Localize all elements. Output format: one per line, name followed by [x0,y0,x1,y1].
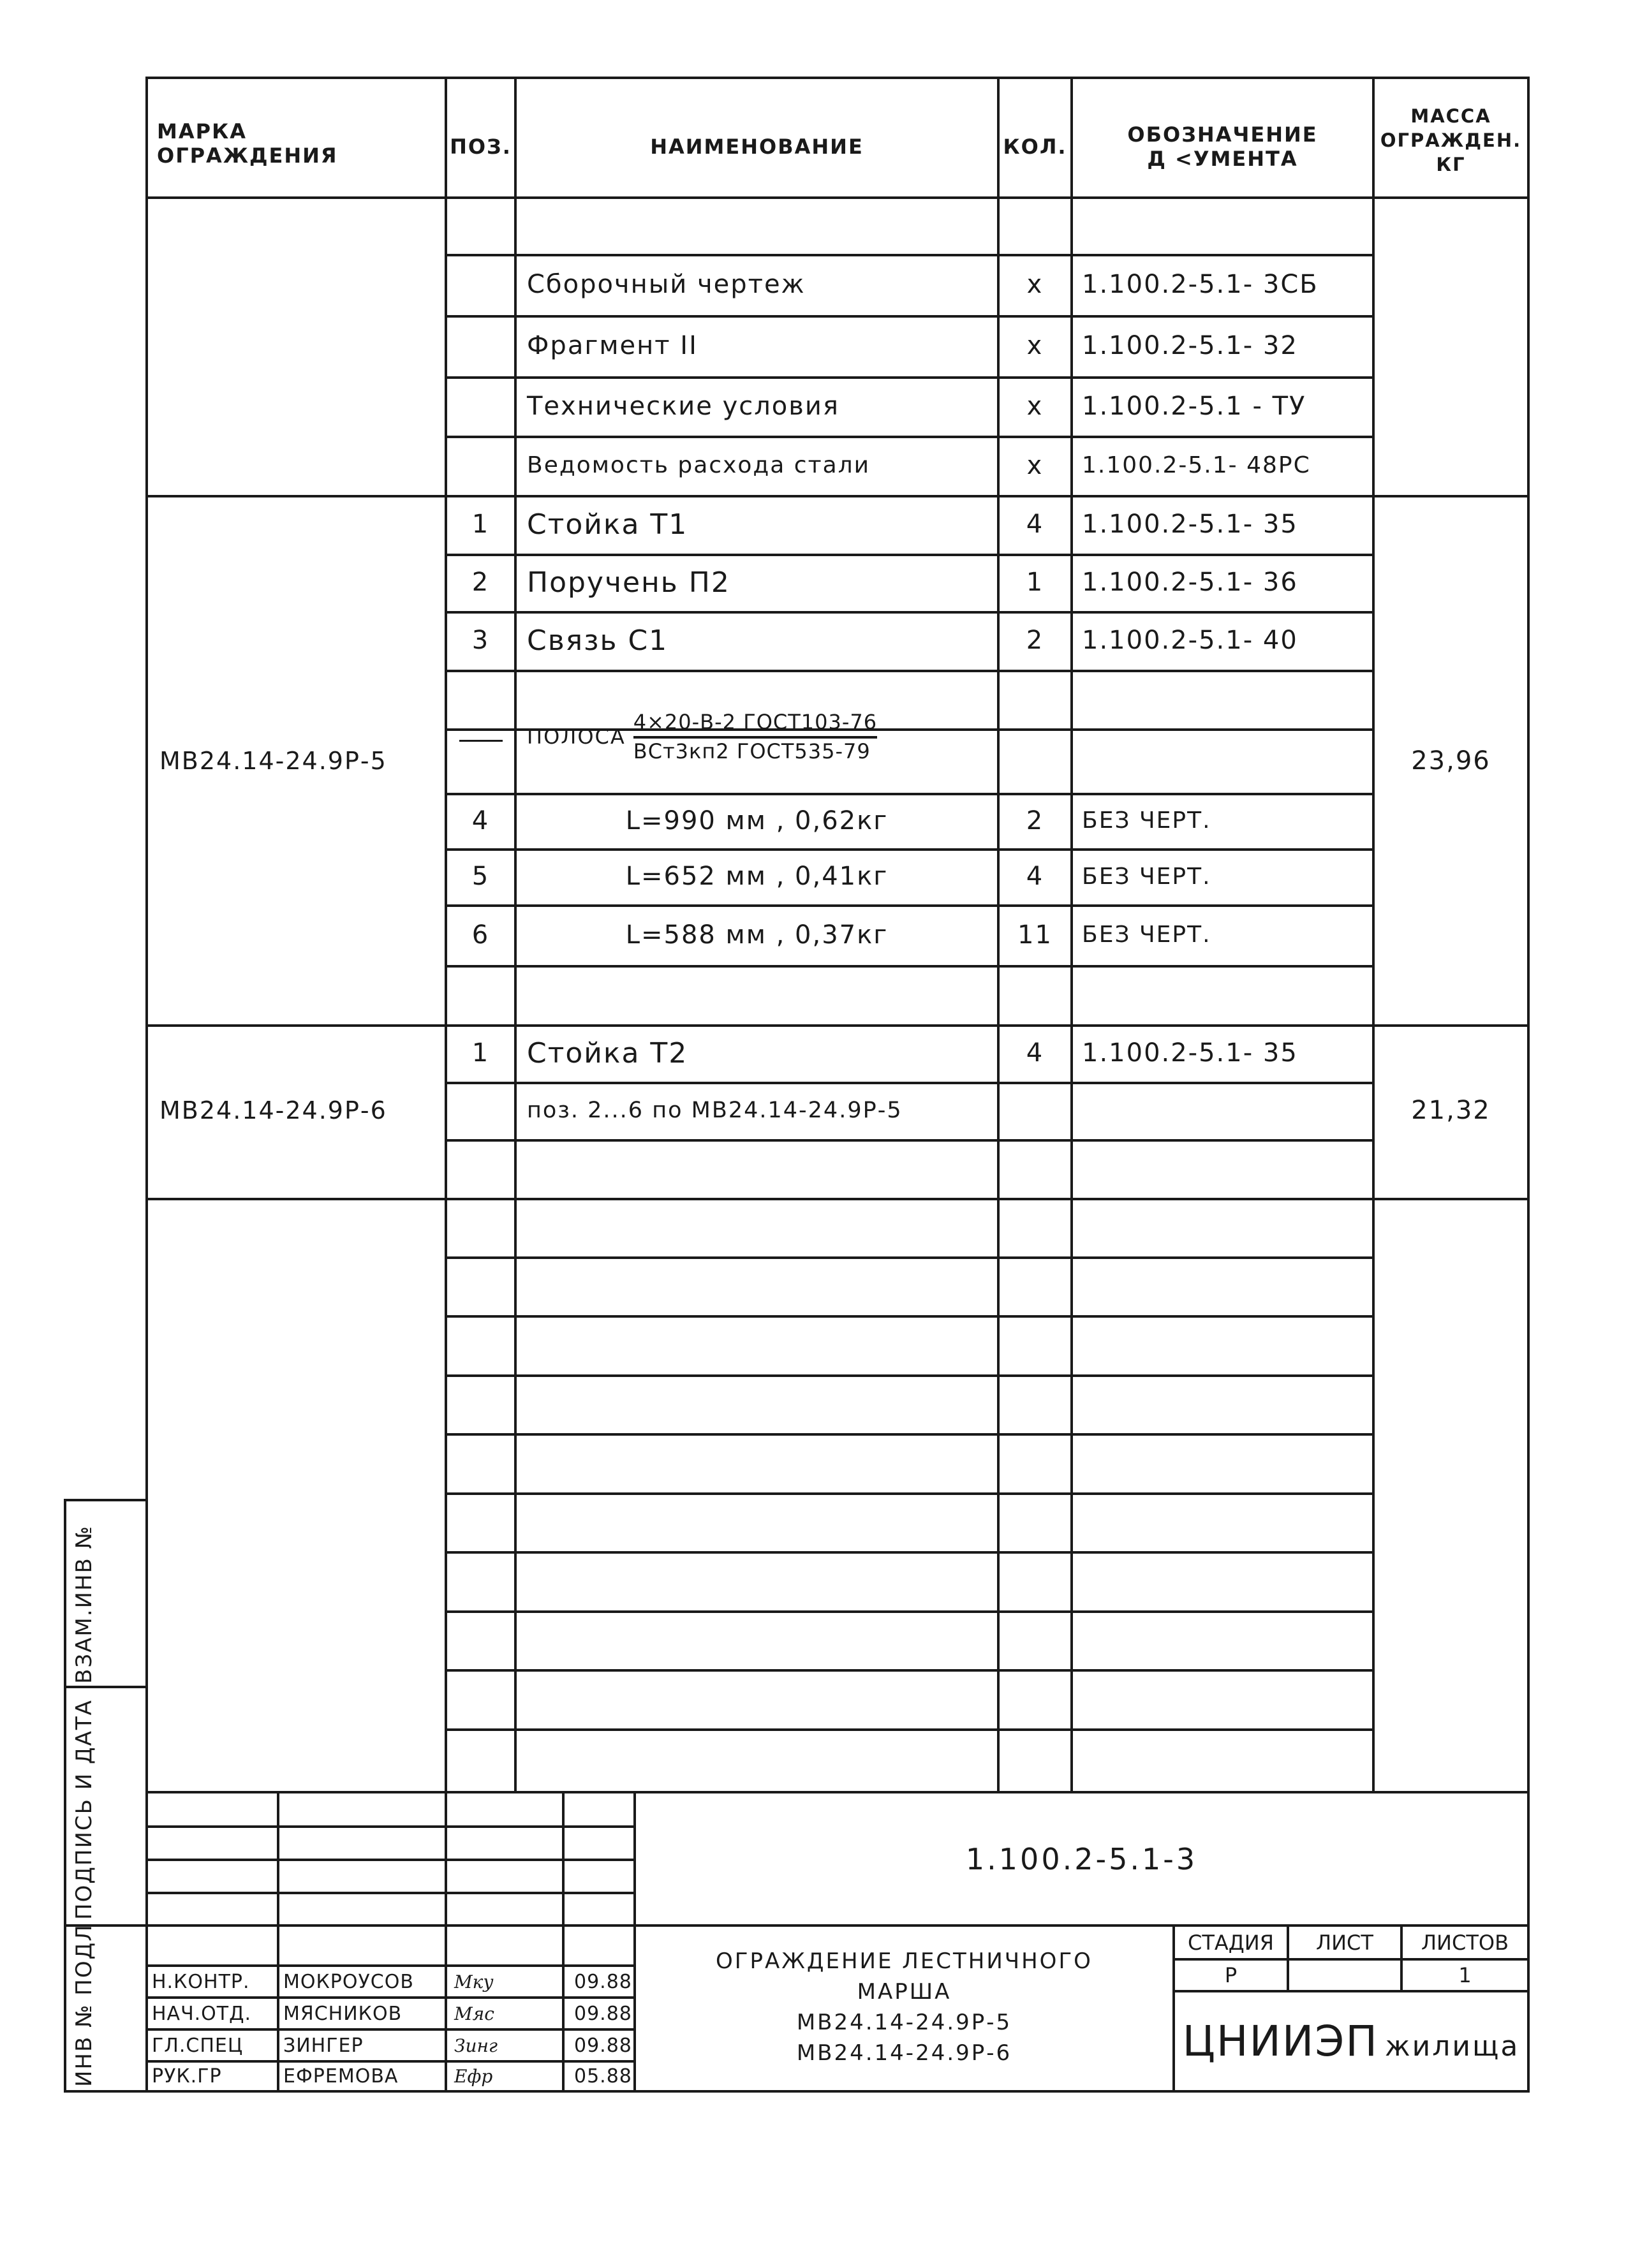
org-main: ЦНИИЭП [1182,2017,1378,2066]
row-pos: 5 [471,862,490,891]
row-name: L=588 мм , 0,37кг [625,920,889,950]
group1-mass: 23,96 [1411,746,1491,776]
strip-fraction [633,709,877,764]
header-doc-line1: ОБОЗНАЧЕНИЕ [1127,122,1318,147]
row-qty: 4 [1026,510,1044,539]
title-line2: МАРША [857,1979,952,2005]
row-pos: 2 [471,568,490,597]
staff-date: 09.88 [574,2034,632,2057]
staff-signature: Ефр [454,2066,493,2087]
staff-role: ГЛ.СПЕЦ [152,2034,244,2057]
staff-role: НАЧ.ОТД. [152,2002,252,2025]
row-doc: БЕЗ ЧЕРТ. [1082,863,1211,890]
sheets-label: ЛИСТОВ [1421,1930,1509,1955]
strip-denominator: ВСт3кп2 ГОСТ535-79 [633,739,871,763]
row-qty: 11 [1017,920,1053,950]
side-label-podpis: ПОДПИСЬ И ДАТА [71,1699,97,1920]
row-pos: 1 [471,1038,490,1068]
sheet-label: ЛИСТ [1316,1930,1373,1955]
row-pos: 3 [471,626,490,655]
row-name: L=652 мм , 0,41кг [625,862,889,891]
row-name: Поручень П2 [527,566,730,599]
row-pos [447,1082,514,1139]
sheets-value: 1 [1458,1963,1472,1987]
staff-date: 09.88 [574,1970,632,1993]
staff-name: ЕФРЕМОВА [283,2065,399,2088]
sheet-value [1289,1961,1400,1990]
row-doc: 1.100.2-5.1- 32 [1082,331,1298,360]
row-doc: БЕЗ ЧЕРТ. [1082,922,1211,948]
row-name: Фрагмент II [527,331,698,360]
header-mark [157,108,425,179]
row-name: поз. 2...6 по МВ24.14-24.9Р-5 [527,1098,903,1123]
row-qty: 1 [1026,568,1044,597]
header-mass-line2: ОГРАЖДЕН. [1380,129,1522,151]
header-doc [1073,112,1372,182]
row-doc: 1.100.2-5.1 - ТУ [1082,391,1306,421]
group2-mass: 21,32 [1411,1096,1491,1125]
row-qty: x [1026,450,1044,480]
row-name: L=990 мм , 0,62кг [625,806,889,836]
staff-role: РУК.ГР [152,2065,222,2088]
side-label-inv: ИНВ № ПОДЛ [71,1924,97,2087]
staff-signature: Мяс [454,2003,494,2024]
group1-mark: МВ24.14-24.9Р-5 [159,746,387,775]
group2-mark: МВ24.14-24.9Р-6 [159,1096,387,1124]
drawing-title [636,1927,1172,2087]
staff-role: Н.КОНТР. [152,1970,250,1993]
organization [1175,1992,1527,2090]
row-qty: 4 [1026,1038,1044,1068]
staff-date: 09.88 [574,2002,632,2025]
stage-label: СТАДИЯ [1188,1930,1274,1955]
title-line4: МВ24.14-24.9Р-6 [796,2040,1012,2066]
strip-numerator: 4×20-В-2 ГОСТ103-76 [633,709,877,739]
row-doc [1082,1082,1369,1139]
row-doc: 1.100.2-5.1- 35 [1082,510,1298,539]
header-qty: КОЛ. [1003,135,1067,159]
staff-name: ЗИНГЕР [283,2034,364,2057]
staff-signature: Мку [454,1971,494,1992]
staff-name: МЯСНИКОВ [283,2002,403,2025]
staff-signature: Зинг [454,2035,498,2056]
row-name: Связь С1 [527,624,669,657]
row-name: Ведомость расхода стали [527,452,871,478]
header-mass-line3: КГ [1436,154,1466,175]
row-doc: 1.100.2-5.1- 48РС [1082,452,1311,478]
strip-label: ПОЛОСА [527,725,626,749]
row-doc: 1.100.2-5.1- 36 [1082,568,1298,597]
row-qty [1000,1082,1070,1139]
doc-code: 1.100.2-5.1-3 [965,1841,1198,1876]
row-doc: БЕЗ ЧЕРТ. [1082,807,1211,834]
row-name: Сборочный чертеж [527,270,806,299]
title-line1: ОГРАЖДЕНИЕ ЛЕСТНИЧНОГО [716,1948,1093,1974]
strip-pos-dash [459,740,503,742]
header-mass-line1: МАССА [1410,105,1491,127]
row-doc: 1.100.2-5.1- 3СБ [1082,270,1319,299]
header-pos: ПОЗ. [450,135,512,159]
header-doc-line2: Д <УМЕНТА [1147,147,1298,171]
strip-material [527,695,996,778]
row-pos: 4 [471,806,490,836]
header-mark-line2: ОГРАЖДЕНИЯ [157,144,338,168]
row-qty: 4 [1026,862,1044,891]
row-doc: 1.100.2-5.1- 40 [1082,626,1298,655]
row-qty: 2 [1026,806,1044,836]
row-qty: x [1026,391,1044,421]
row-qty: x [1026,270,1044,299]
row-qty: 2 [1026,626,1044,655]
header-mass [1375,92,1527,188]
title-line3: МВ24.14-24.9Р-5 [796,2010,1012,2035]
header-mark-line1: МАРКА [157,119,247,144]
staff-date: 05.88 [574,2065,632,2088]
row-doc: 1.100.2-5.1- 35 [1082,1038,1298,1068]
header-name: НАИМЕНОВАНИЕ [650,135,864,159]
row-name: Технические условия [527,391,839,421]
row-pos: 1 [471,510,490,539]
row-name: Стойка Т1 [527,508,688,541]
row-name: Стойка Т2 [527,1036,688,1070]
stage-value: Р [1224,1963,1238,1987]
row-qty: x [1026,331,1044,360]
side-label-vzam: ВЗАМ.ИНВ № [71,1524,97,1684]
row-pos: 6 [471,920,490,950]
staff-name: МОКРОУСОВ [283,1970,414,1993]
org-sub: жилища [1384,2030,1520,2063]
